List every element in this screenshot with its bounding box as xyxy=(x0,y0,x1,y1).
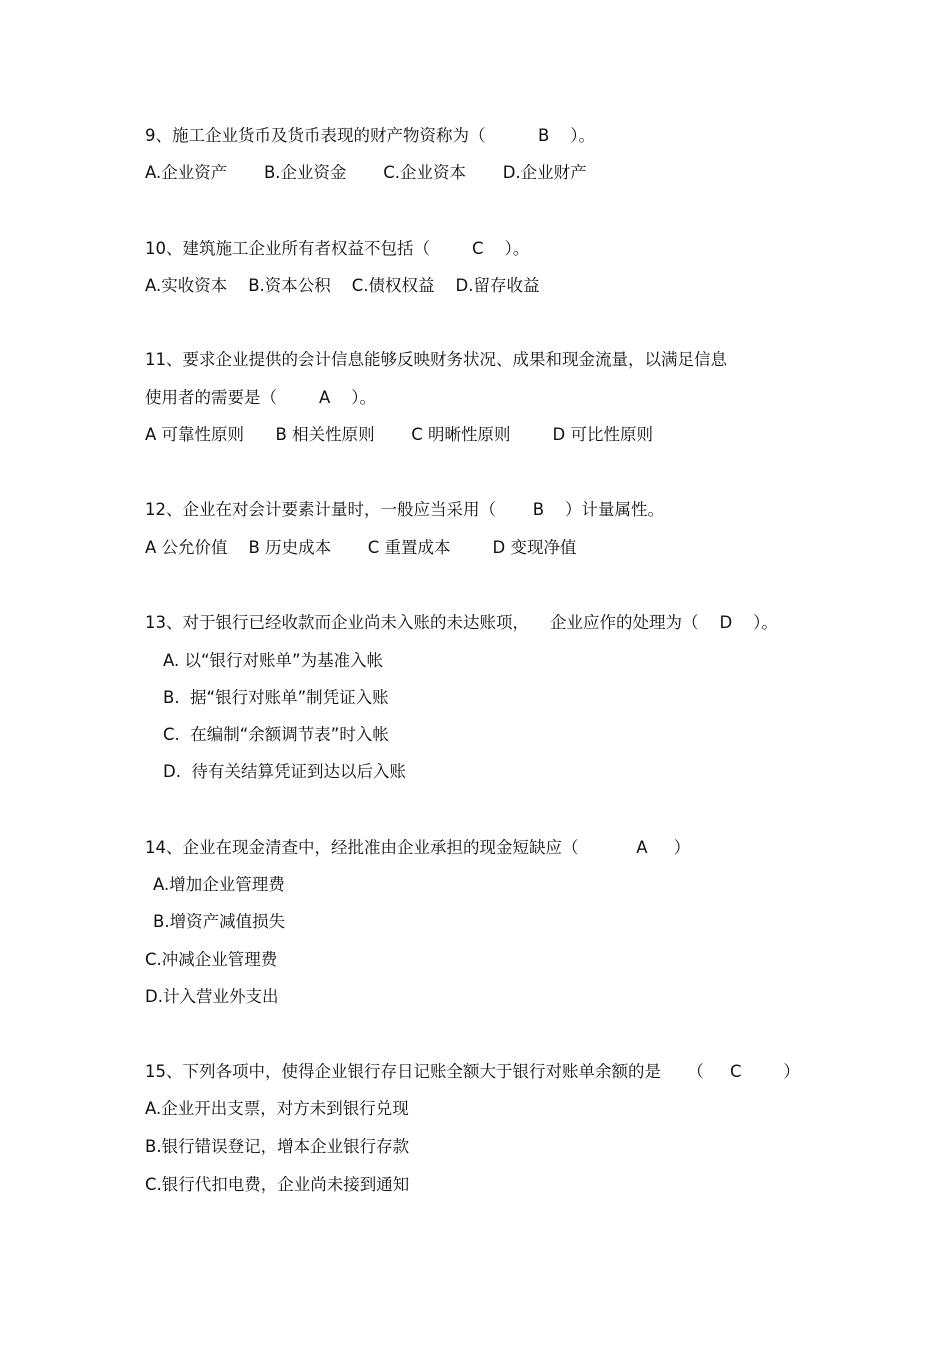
question-10-stem: 10、建筑施工企业所有者权益不包括（ C ）。 xyxy=(145,239,530,258)
question-14-stem: 14、企业在现金清查中，经批准由企业承担的现金短缺应（ A ） xyxy=(145,838,691,857)
question-12-stem: 12、企业在对会计要素计量时，一般应当采用（ B ）计量属性。 xyxy=(145,500,665,519)
question-14-option-c: C.冲减企业管理费 xyxy=(145,950,278,969)
question-11-stem-line-2: 使用者的需要是（ A ）。 xyxy=(145,388,376,407)
question-13-option-c: C. 在编制“余额调节表”时入帐 xyxy=(163,725,389,744)
question-13-option-d: D. 待有关结算凭证到达以后入账 xyxy=(163,762,406,781)
question-10-options: A.实收资本 B.资本公积 C.债权权益 D.留存收益 xyxy=(145,276,540,295)
question-9-stem: 9、施工企业货币及货币表现的财产物资称为（ B ）。 xyxy=(145,126,595,145)
question-15-option-a: A.企业开出支票，对方未到银行兑现 xyxy=(145,1099,409,1118)
question-14-option-a: A.增加企业管理费 xyxy=(153,875,285,894)
question-14-option-b: B.增资产减值损失 xyxy=(153,912,286,931)
question-13-option-a: A. 以“银行对账单”为基准入帐 xyxy=(163,651,384,670)
question-11-stem-line-1: 11、要求企业提供的会计信息能够反映财务状况、成果和现金流量，以满足信息 xyxy=(145,350,727,369)
question-9-options: A.企业资产 B.企业资金 C.企业资本 D.企业财产 xyxy=(145,163,587,182)
question-15-option-b: B.银行错误登记，增本企业银行存款 xyxy=(145,1137,410,1156)
question-12-options: A 公允价值 B 历史成本 C 重置成本 D 变现净值 xyxy=(145,538,577,557)
question-13-stem: 13、对于银行已经收款而企业尚未入账的未达账项， 企业应作的处理为（ D ）。 xyxy=(145,613,778,632)
question-15-stem: 15、下列各项中，使得企业银行存日记账全额大于银行对账单余额的是 （ C ） xyxy=(145,1062,800,1081)
question-15-option-c: C.银行代扣电费，企业尚未接到通知 xyxy=(145,1175,410,1194)
question-13-option-b: B. 据“银行对账单”制凭证入账 xyxy=(163,688,389,707)
question-14-option-d: D.计入营业外支出 xyxy=(145,987,279,1006)
question-11-options: A 可靠性原则 B 相关性原则 C 明晰性原则 D 可比性原则 xyxy=(145,425,653,444)
